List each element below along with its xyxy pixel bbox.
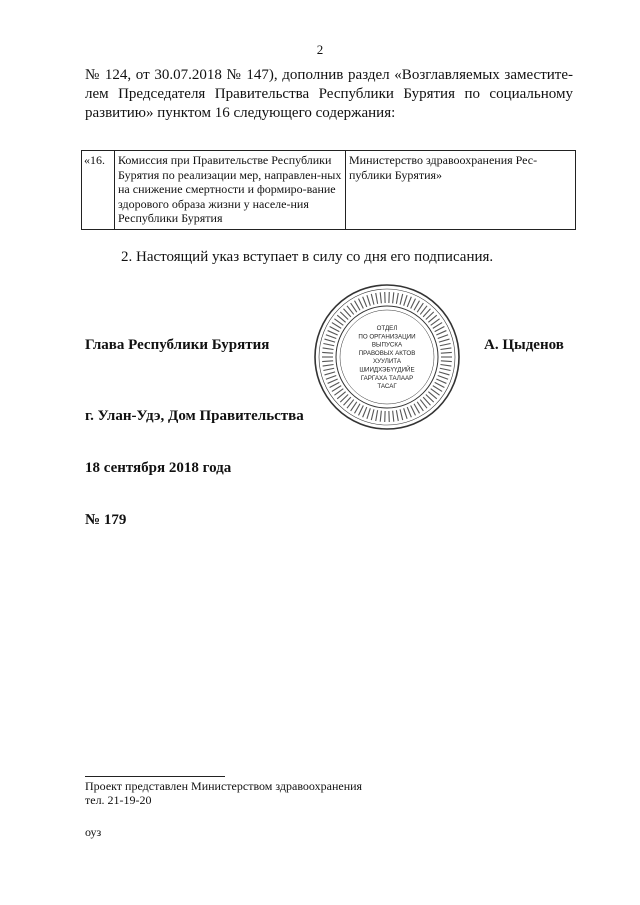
seal-ring-mark [330, 382, 340, 387]
seal-ring-mark [438, 335, 448, 339]
seal-ring-mark [363, 407, 367, 417]
signatory-name: А. Цыденов [484, 337, 564, 353]
footnote-divider [85, 776, 225, 777]
document-code: оуз [85, 825, 102, 839]
seal-ring-mark [376, 293, 378, 304]
seal-ring-mark [404, 408, 407, 418]
seal-text-line: ПРАВОВЫХ АКТОВ [358, 349, 416, 357]
seal-ring-mark [441, 352, 452, 353]
seal-ring-mark [435, 326, 445, 331]
page-number: 2 [316, 42, 324, 57]
seal-ring-mark [407, 297, 411, 307]
seal-ring-mark [326, 335, 336, 339]
point-2-paragraph: 2. Настоящий указ вступает в силу со дня его подписания. [121, 249, 494, 265]
seal-text-line: ТАСАГ [377, 383, 397, 391]
signing-place: г. Улан-Удэ, Дом Правительства [85, 408, 304, 424]
seal-ring-mark [436, 331, 446, 335]
seal-ring-mark [323, 368, 334, 370]
seal-ring-mark [407, 407, 411, 417]
seal-ring-mark [380, 292, 381, 303]
seal-ring-mark [322, 352, 333, 353]
seal-ring-mark [359, 299, 364, 309]
seal-ring-mark [363, 297, 367, 307]
table-cell-number: «16. [82, 151, 115, 230]
seal-ring-mark [328, 379, 338, 383]
footnote-line-2: тел. 21-19-20 [85, 793, 152, 807]
seal-ring-mark [332, 323, 341, 329]
seal-ring-mark [323, 343, 334, 345]
footnote-line-1: Проект представлен Министерством здравоохранения [85, 779, 363, 793]
seal-text-line: ВЫПУСКА [371, 341, 403, 349]
seal-ring-mark [355, 301, 361, 311]
seal-ring-mark [414, 404, 420, 414]
seal-ring-mark [441, 361, 452, 362]
intro-paragraph: № 124, от 30.07.2018 № 147), дополнив раздел «Возглавляемых заместите-лем Председателя Правительства Республики Бурятия по социальному развитию» пунктом 16 следующего содержания: [85, 67, 573, 121]
seal-ring-mark [438, 375, 448, 379]
official-seal-stamp [312, 282, 462, 432]
seal-ring-mark [393, 292, 394, 303]
table-cell-agency: Министерство здравоохранения Рес-публики Бурятия» [346, 151, 576, 230]
seal-ring-mark [411, 406, 416, 416]
seal-ring-mark [371, 409, 374, 420]
seal-text-line: ОТДЕЛ [376, 325, 398, 332]
seal-ring-mark [440, 343, 451, 345]
seal-ring-mark [330, 326, 340, 331]
seal-ring-mark [433, 386, 442, 392]
seal-ring-mark [325, 372, 336, 375]
table-cell-commission: Комиссия при Правительстве Республики Бурятия по реализации мер, направлен-ных на снижение смертности и формиро-вание здорового образа жизни у населе-ния Республики Бурятия [115, 151, 346, 230]
seal-ring-mark [404, 295, 407, 305]
seal-ring-mark [439, 339, 450, 342]
seal-ring-mark [393, 411, 394, 422]
seal-ring-mark [323, 365, 334, 367]
table-row [82, 151, 576, 230]
seal-ring-mark [440, 368, 451, 370]
seal-ring-mark [411, 299, 416, 309]
seal-ring-mark [359, 406, 364, 416]
seal-ring-mark [396, 410, 398, 421]
seal-ring-mark [433, 323, 442, 329]
seal-ring-mark [440, 348, 451, 350]
decree-number: № 179 [85, 512, 127, 528]
seal-ring-mark [328, 331, 338, 335]
seal-ring-mark [439, 372, 450, 375]
seal-ring-mark [400, 294, 403, 305]
seal-ring-mark [355, 404, 361, 414]
seal-ring-mark [396, 293, 398, 304]
footnote [85, 779, 362, 807]
seal-text-line: ХУУЛИТА [373, 358, 401, 366]
seal-ring-mark [367, 408, 370, 418]
seal-ring-mark [435, 382, 445, 387]
seal-ring-mark [436, 379, 446, 383]
seal-ring-mark [326, 375, 336, 379]
seal-text-line: ШИИДХЭБҮҮДИЙЕ [359, 366, 415, 374]
seal-ring-mark [400, 409, 403, 420]
seal-ring-mark [440, 365, 451, 367]
seal-ring-mark [367, 295, 370, 305]
seal-ring-mark [376, 410, 378, 421]
seal-ring-mark [332, 386, 341, 392]
amendment-table [81, 150, 576, 230]
seal-ring-mark [323, 348, 334, 350]
seal-ring-mark [325, 339, 336, 342]
seal-text-line: ГАРГАХА ТАЛААР [360, 374, 414, 382]
signatory-title: Глава Республики Бурятия [85, 337, 270, 353]
seal-ring-mark [380, 411, 381, 422]
seal-ring-mark [371, 294, 374, 305]
seal-text-line: ПО ОРГАНИЗАЦИИ [358, 333, 416, 341]
seal-ring-mark [414, 301, 420, 311]
signing-date: 18 сентября 2018 года [85, 460, 232, 476]
seal-ring-mark [322, 361, 333, 362]
